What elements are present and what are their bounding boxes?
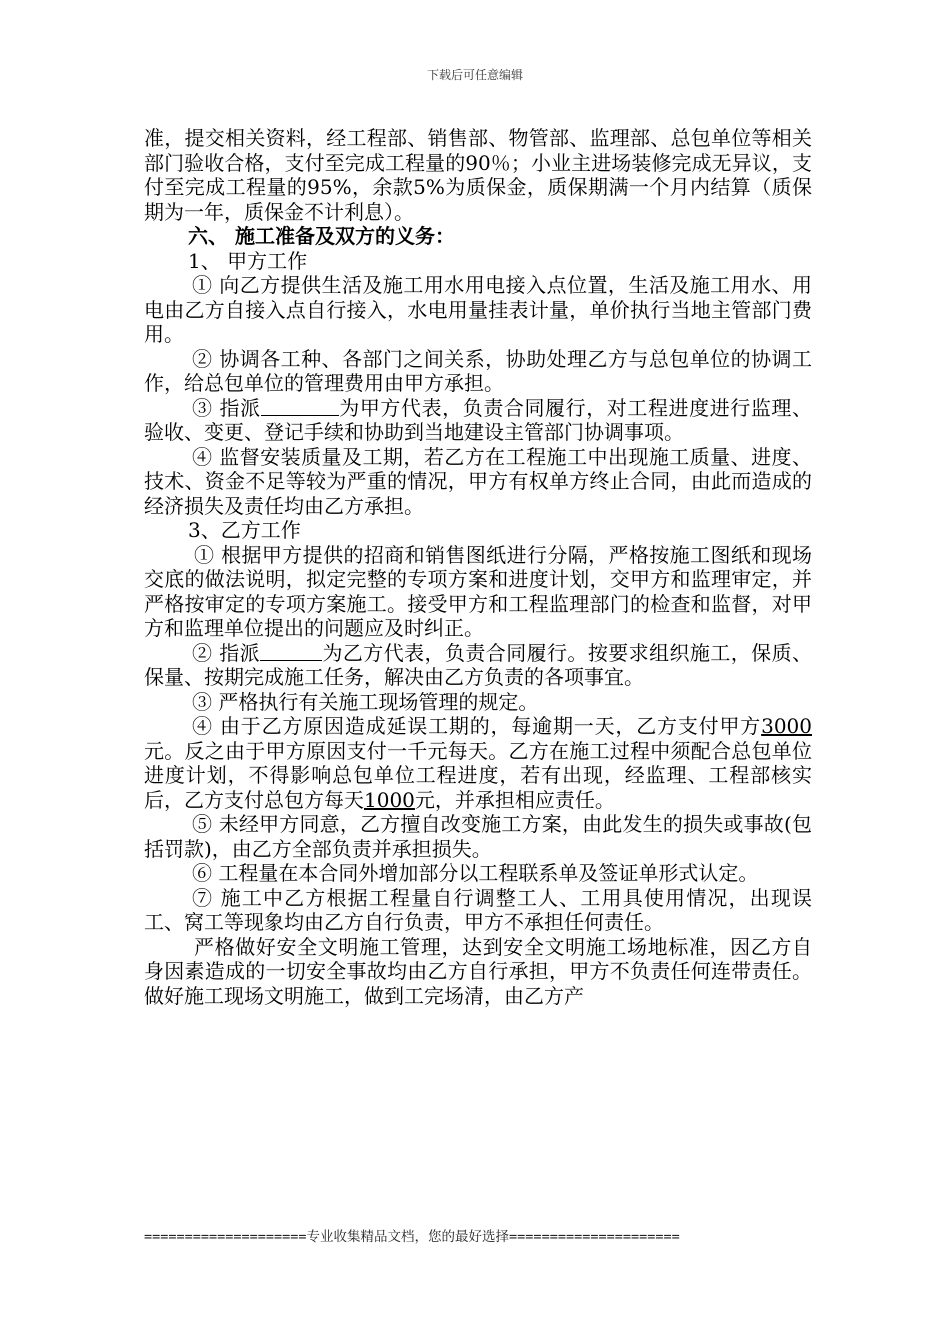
clause-a2: ② 协调各工种、各部门之间关系，协助处理乙方与总包单位的协调工作，给总包单位的管理费用由甲方承担。: [144, 346, 812, 395]
penalty-amount: 3000: [761, 714, 812, 738]
clause-a4: ④ 监督安装质量及工期，若乙方在工程施工中出现施工质量、进度、技术、资金不足等较为严重的情况，甲方有权单方终止合同，由此而造成的经济损失及责任均由乙方承担。: [144, 444, 812, 518]
clause-b2: [144, 641, 812, 690]
paragraph-payment-terms: 准，提交相关资料，经工程部、销售部、物管部、监理部、总包单位等相关部门验收合格，支付至完成工程量的90％；小业主进场装修完成无异议，支付至完成工程量的95%，余款5%为质保金，质保期满一个月内结算（质保期为一年，质保金不计利息）。: [144, 126, 812, 224]
clause-b4: [144, 714, 812, 812]
section-heading-obligations: 六、 施工准备及双方的义务：: [188, 224, 455, 248]
daily-payment-amount: 1000: [364, 787, 415, 812]
clause-b3: ③ 严格执行有关施工现场管理的规定。: [192, 689, 539, 714]
subsection-party-b: 3、乙方工作: [188, 518, 301, 542]
subsection-party-a: 1、 甲方工作: [188, 248, 308, 273]
clause-a3: [144, 396, 812, 445]
clause-b2-lead: ② 指派: [192, 640, 261, 665]
clause-b6: ⑥ 工程量在本合同外增加部分以工程联系单及签证单形式认定。: [192, 861, 759, 885]
clause-b4-middle: 元。反之由于甲方原因支付一千元每天。乙方在施工过程中须配合总包单位进度计划，不得影响总包单位工程进度，若有出现，经监理、工程部核实后，乙方支付总包方每天: [144, 738, 812, 812]
page-header: 下载后可任意编辑: [426, 68, 523, 82]
page-footer: ====================专业收集精品文档，您的最好选择=====================: [144, 1229, 680, 1245]
clause-b7: ⑦ 施工中乙方根据工程量自行调整工人、工用具使用情况，出现误工、窝工等现象均由乙方自行负责，甲方不承担任何责任。: [144, 885, 812, 934]
clause-a3-rest: 为甲方代表，负责合同履行，对工程进度进行监理、验收、变更、登记手续和协助到当地建设主管部门协调事项。: [144, 395, 813, 444]
representative-a-blank: [261, 397, 339, 416]
clause-b1: ① 根据甲方提供的招商和销售图纸进行分隔，严格按施工图纸和现场交底的做法说明，拟定完整的专项方案和进度计划，交甲方和监理审定，并严格按审定的专项方案施工。接受甲方和工程监理部门的检查和监督，对甲方和监理单位提出的问题应及时纠正。: [144, 542, 812, 640]
paragraph-safety: 严格做好安全文明施工管理，达到安全文明施工场地标准，因乙方自身因素造成的一切安全事故均由乙方自行承担，甲方不负责任何连带责任。做好施工现场文明施工，做到工完场清，由乙方产: [144, 934, 812, 1008]
document-body: [144, 126, 812, 1008]
clause-b2-rest: 为乙方代表，负责合同履行。按要求组织施工，保质、保量、按期完成施工任务，解决由乙方负责的各项事宜。: [144, 640, 813, 689]
clause-b4-lead: ④ 由于乙方原因造成延误工期的，每逾期一天，乙方支付甲方: [192, 714, 762, 738]
clause-b5: ⑤ 未经甲方同意，乙方擅自改变施工方案，由此发生的损失或事故(包括罚款)，由乙方全部负责并承担损失。: [144, 812, 812, 861]
representative-b-blank: [260, 642, 322, 661]
clause-b4-end: 元，并承担相应责任。: [414, 787, 615, 812]
clause-a3-lead: ③ 指派: [192, 395, 261, 420]
clause-a1: ① 向乙方提供生活及施工用水用电接入点位置，生活及施工用水、用电由乙方自接入点自行接入，水电用量挂表计量，单价执行当地主管部门费用。: [144, 273, 812, 346]
